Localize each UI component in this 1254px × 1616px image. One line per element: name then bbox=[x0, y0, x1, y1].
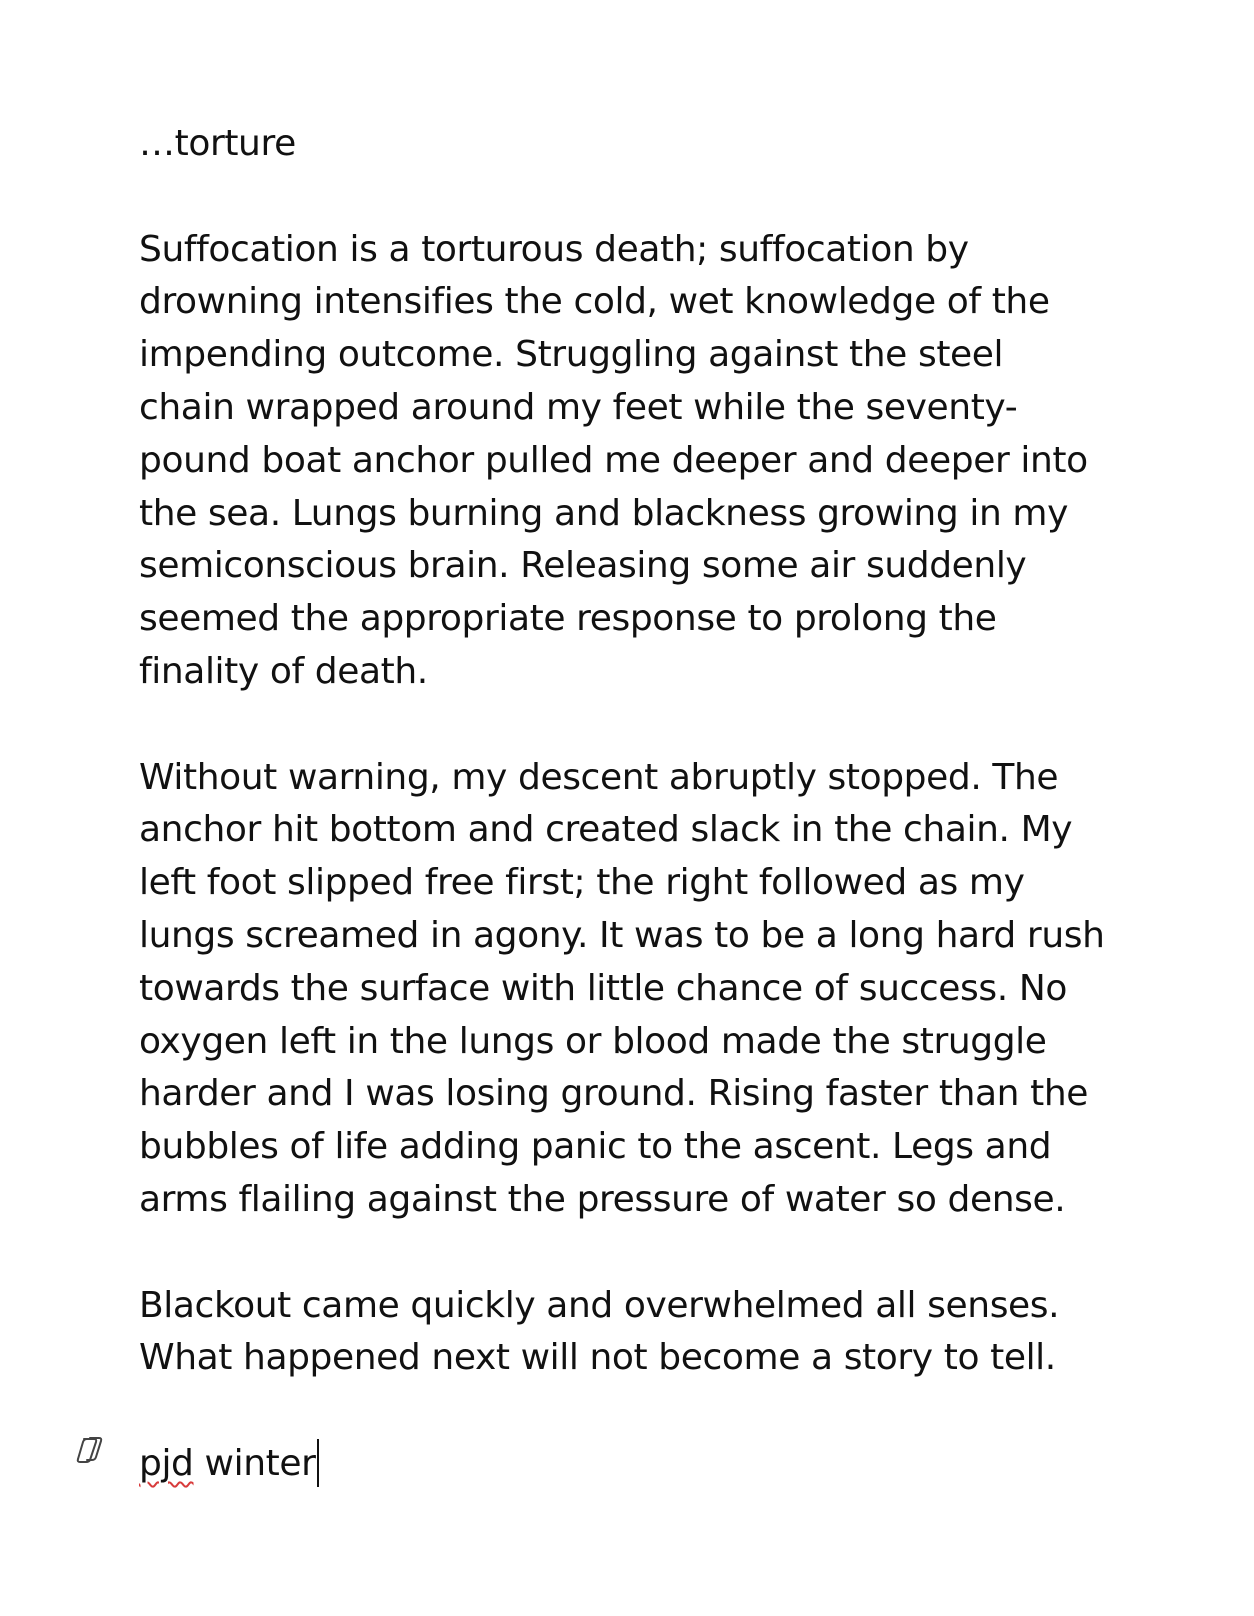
paragraph-line: arms flailing against the pressure of water so dense. bbox=[139, 1178, 1066, 1220]
paragraph-line: drowning intensifies the cold, wet knowledge of the bbox=[139, 281, 1050, 323]
document-body[interactable] bbox=[139, 118, 1139, 1491]
paragraph-1 bbox=[139, 224, 1139, 699]
paragraph-line: anchor hit bottom and created slack in the chain. My bbox=[139, 809, 1073, 851]
paragraph-line: the sea. Lungs burning and blackness growing in my bbox=[139, 492, 1068, 534]
paragraph-line: towards the surface with little chance of success. No bbox=[139, 967, 1068, 1009]
paragraph-line: oxygen left in the lungs or blood made the struggle bbox=[139, 1020, 1047, 1062]
paragraph-3 bbox=[139, 1280, 1139, 1386]
paragraph-line: Suffocation is a torturous death; suffocation by bbox=[139, 228, 969, 270]
signature-line[interactable] bbox=[139, 1438, 1139, 1491]
paragraph-line: What happened next will not become a story to tell. bbox=[139, 1337, 1056, 1379]
text-caret bbox=[317, 1439, 319, 1487]
paragraph-line: bubbles of life adding panic to the ascent. Legs and bbox=[139, 1126, 1052, 1168]
paragraph-line: Blackout came quickly and overwhelmed all senses. bbox=[139, 1284, 1060, 1326]
misspelled-word[interactable]: pjd bbox=[139, 1442, 194, 1484]
copilot-icon-graphic bbox=[74, 1434, 106, 1466]
paragraph-line: lungs screamed in agony. It was to be a long hard rush bbox=[139, 914, 1105, 956]
paragraph-line: semiconscious brain. Releasing some air suddenly bbox=[139, 545, 1027, 587]
paragraph-line: impending outcome. Struggling against the steel bbox=[139, 334, 1004, 376]
paragraph-line: finality of death. bbox=[139, 650, 428, 692]
copilot-icon[interactable] bbox=[74, 1434, 106, 1466]
paragraph-line: chain wrapped around my feet while the seventy- bbox=[139, 386, 1018, 428]
signature-rest: winter bbox=[193, 1442, 316, 1484]
paragraph-2 bbox=[139, 752, 1139, 1227]
paragraph-line: harder and I was losing ground. Rising faster than the bbox=[139, 1073, 1088, 1115]
paragraph-line: left foot slipped free first; the right followed as my bbox=[139, 862, 1025, 904]
document-heading bbox=[139, 118, 1139, 171]
paragraph-line: pound boat anchor pulled me deeper and deeper into bbox=[139, 439, 1088, 481]
heading-text: …torture bbox=[139, 123, 296, 164]
paragraph-line: seemed the appropriate response to prolong the bbox=[139, 598, 997, 640]
paragraph-line: Without warning, my descent abruptly stopped. The bbox=[139, 756, 1059, 798]
